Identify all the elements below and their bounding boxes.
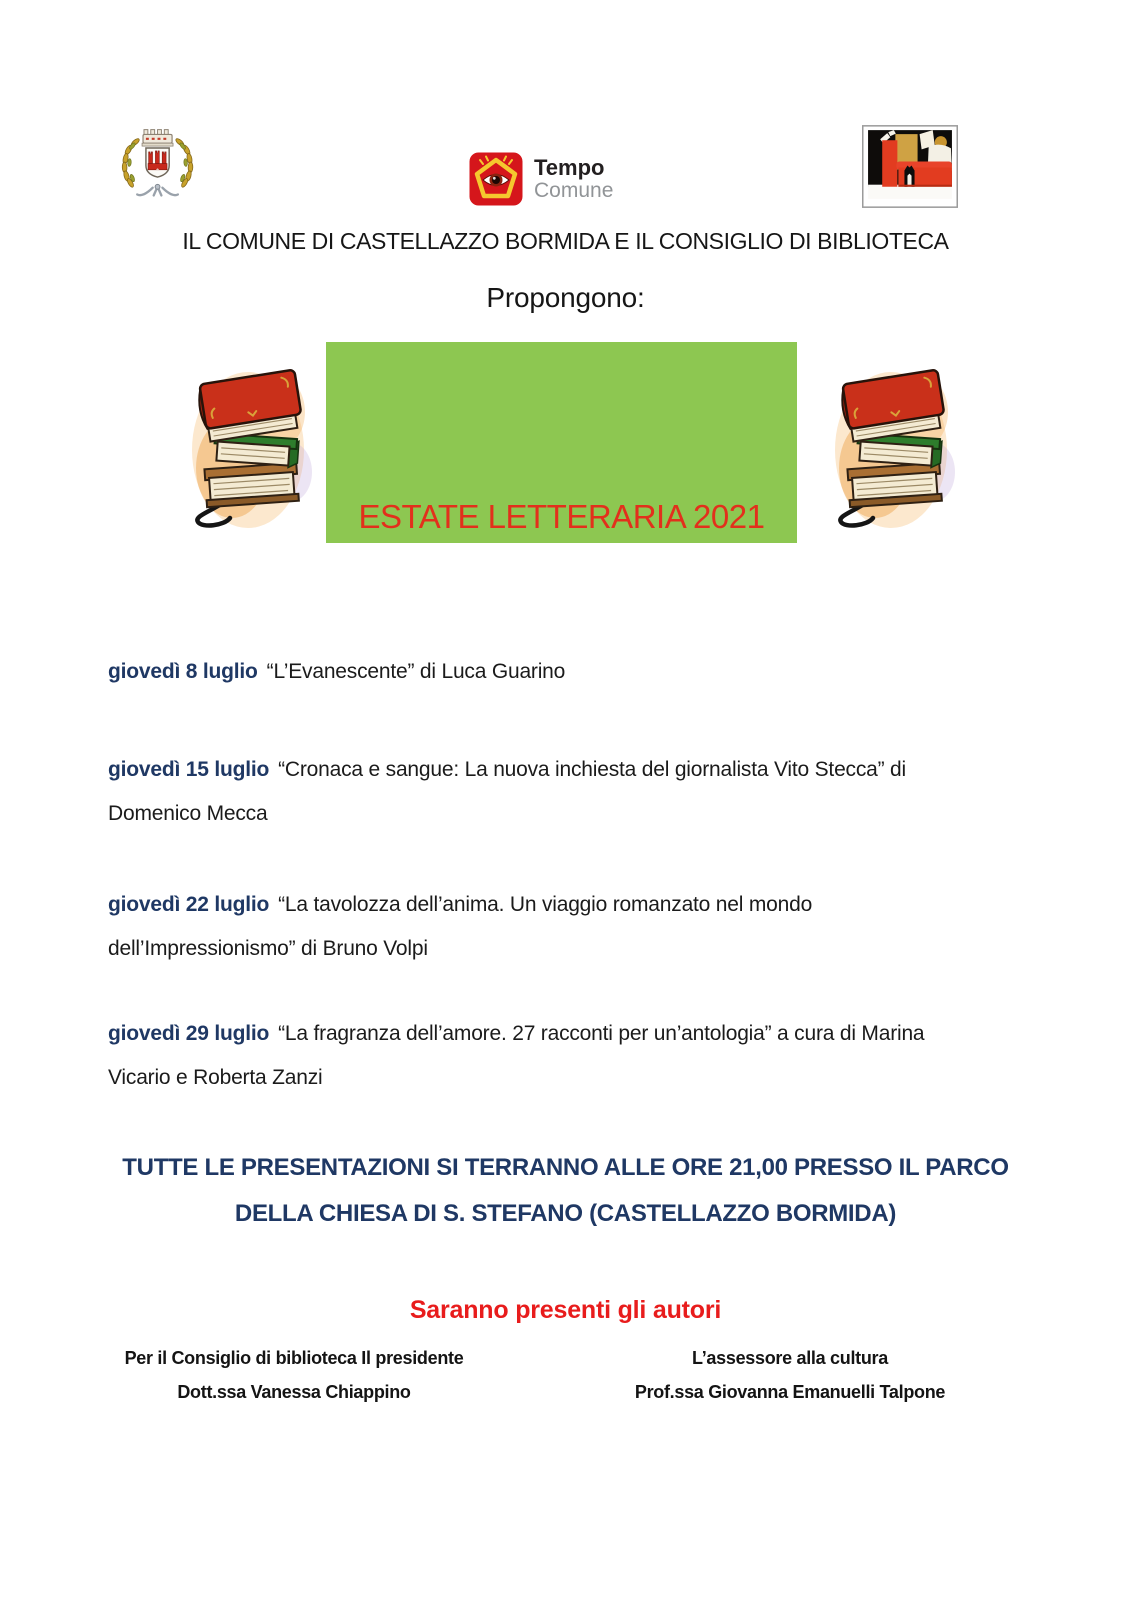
venue-announcement: TUTTE LE PRESENTAZIONI SI TERRANNO ALLE ORE 21,00 PRESSO IL PARCO DELLA CHIESA DI S. STEFANO (CASTELLAZZO BORMIDA) <box>122 1154 1009 1227</box>
event-description: “La tavolozza dell’anima. Un viaggio romanzato nel mondo dell’Impressionismo” di Bruno Volpi <box>108 893 813 960</box>
crown-icon <box>142 130 173 146</box>
signature-name: Dott.ssa Vanessa Chiappino <box>177 1382 411 1402</box>
reading-person-illustration <box>862 125 958 208</box>
signature-role: L’assessore alla cultura <box>692 1348 888 1368</box>
tempo-comune-eye-icon <box>468 151 524 207</box>
tempo-logo-word-2: Comune <box>534 178 614 202</box>
event-item <box>108 650 988 694</box>
authors-present-note: Saranno presenti gli autori <box>409 1296 722 1324</box>
event-description: “L’Evanescente” di Luca Guarino <box>266 660 566 683</box>
bottom-book <box>204 463 298 507</box>
propose-subtitle: Propongono: <box>486 282 645 313</box>
signature-name: Prof.ssa Giovanna Emanuelli Talpone <box>634 1382 946 1402</box>
event-item <box>108 883 988 971</box>
bottom-book <box>847 463 941 507</box>
organizer-title: IL COMUNE DI CASTELLAZZO BORMIDA E IL CONSIGLIO DI BIBLIOTECA <box>182 228 949 254</box>
tempo-comune-logo <box>468 150 613 208</box>
banner-title: ESTATE LETTERARIA 2021 <box>358 498 765 535</box>
event-date: giovedì 15 luglio <box>108 758 270 781</box>
shield-icon <box>146 148 169 177</box>
event-date: giovedì 8 luglio <box>108 660 258 683</box>
municipal-coat-of-arms-icon <box>113 121 205 207</box>
ribbon-icon <box>137 184 178 195</box>
tempo-logo-word-1: Tempo <box>534 155 605 181</box>
signature-role: Per il Consiglio di biblioteca Il presidente <box>124 1348 464 1368</box>
signature-culture-councillor <box>580 1341 1000 1409</box>
signature-library-council <box>84 1341 504 1409</box>
event-description: “Cronaca e sangue: La nuova inchiesta del giornalista Vito Stecca” di Domenico Mecca <box>108 758 906 825</box>
event-item <box>108 1012 988 1100</box>
event-banner <box>326 342 797 543</box>
event-item <box>108 748 988 836</box>
event-date: giovedì 29 luglio <box>108 1022 270 1045</box>
book-stack-illustration <box>833 350 963 538</box>
event-description: “La fragranza dell’amore. 27 racconti per un’antologia” a cura di Marina Vicario e Roberta Zanzi <box>108 1022 925 1089</box>
book-stack-illustration <box>190 350 320 538</box>
event-date: giovedì 22 luglio <box>108 893 270 916</box>
